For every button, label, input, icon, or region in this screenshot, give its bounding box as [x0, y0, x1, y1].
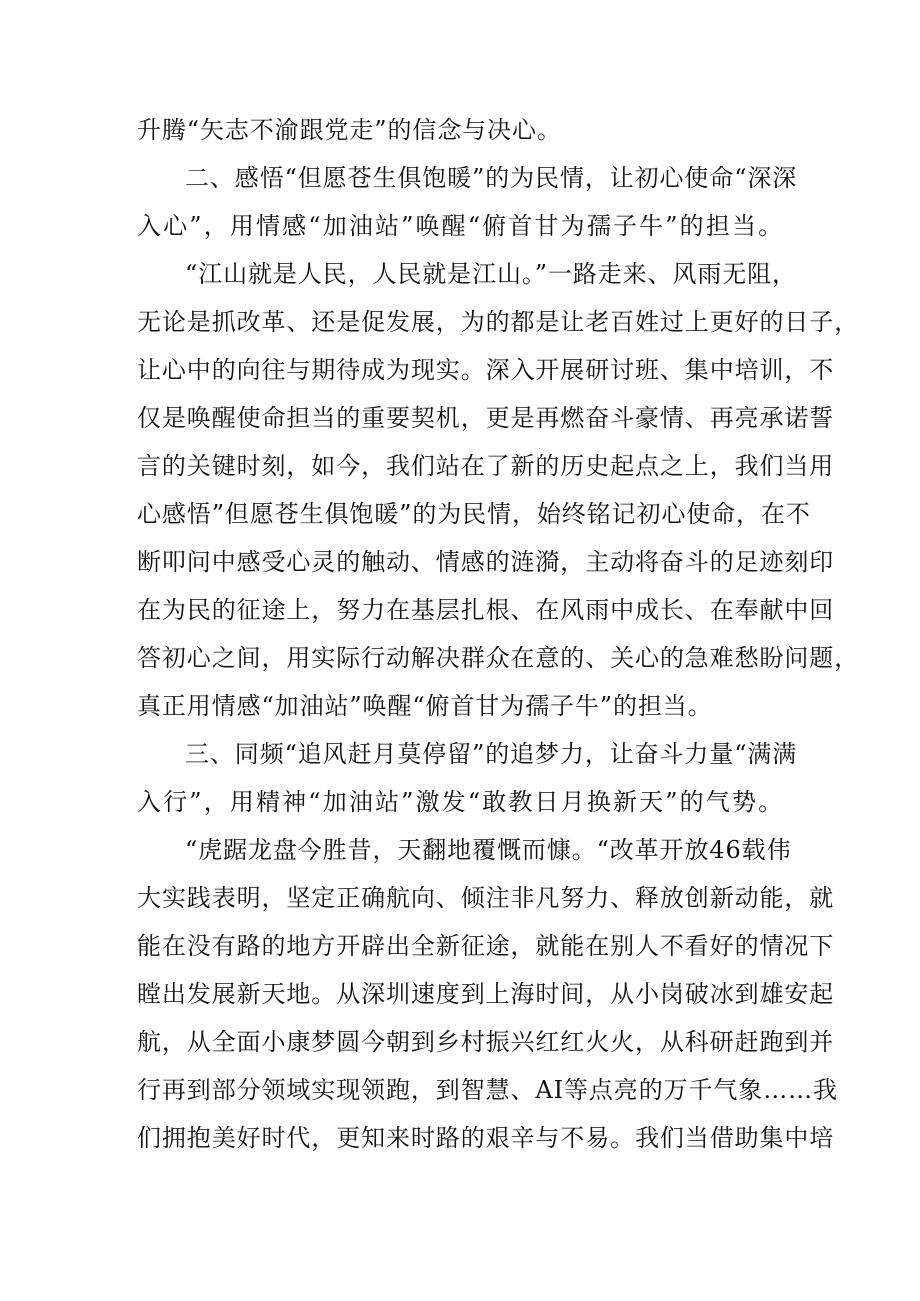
text-line-14: 三、同频“追风赶月莫停留”的追梦力，让奋斗力量“满满 — [185, 740, 798, 768]
text-line-1: 升腾“矢志不渝跟党走”的信念与决心。 — [137, 116, 562, 144]
text-line-5: 无论是抓改革、还是促发展，为的都是让老百姓过上更好的日子， — [137, 308, 860, 336]
text-line-2: 二、感悟“但愿苍生俱饱暖”的为民情，让初心使命“深深 — [185, 164, 798, 192]
text-line-17: 大实践表明，坚定正确航向、倾注非凡努力、释放创新动能，就 — [137, 884, 835, 912]
text-line-9: 心感悟”但愿苍生俱饱暖”的为民情，始终铭记初心使命，在不 — [137, 500, 811, 528]
text-line-8: 言的关键时刻，如今，我们站在了新的历史起点之上，我们当用 — [137, 452, 835, 480]
text-line-11: 在为民的征途上，努力在基层扎根、在风雨中成长、在奉献中回 — [137, 596, 835, 624]
text-line-15: 入行”，用精神“加油站”激发“敢教日月换新天”的气势。 — [137, 788, 783, 816]
text-line-22: 们拥抱美好时代，更知来时路的艰辛与不易。我们当借助集中培 — [137, 1124, 835, 1152]
text-line-6: 让心中的向往与期待成为现实。深入开展研讨班、集中培训，不 — [137, 356, 835, 384]
text-line-19: 瞠出发展新天地。从深圳速度到上海时间，从小岗破冰到雄安起 — [137, 980, 835, 1008]
text-line-21: 行再到部分领域实现领跑，到智慧、AI等点亮的万千气象……我 — [137, 1076, 838, 1104]
text-line-20: 航，从全面小康梦圆今朝到乡村振兴红红火火，从科研赶跑到并 — [137, 1028, 835, 1056]
text-line-7: 仅是唤醒使命担当的重要契机，更是再燃奋斗豪情、再亮承诺誓 — [137, 404, 835, 432]
text-line-16: “虎踞龙盘今胜昔，天翻地覆慨而慷。“改革开放46载伟 — [185, 836, 792, 864]
text-line-3: 入心”，用情感“加油站”唤醒“俯首甘为孺子牛”的担当。 — [137, 212, 783, 240]
text-line-13: 真正用情感“加油站”唤醒“俯首甘为孺子牛”的担当。 — [137, 692, 713, 720]
text-line-12: 答初心之间，用实际行动解决群众在意的、关心的急难愁盼问题， — [137, 644, 860, 672]
text-line-18: 能在没有路的地方开辟出全新征途，就能在别人不看好的情况下 — [137, 932, 835, 960]
text-line-4: “江山就是人民，人民就是江山。”一路走来、风雨无阻， — [185, 260, 797, 288]
text-line-10: 断叩问中感受心灵的触动、情感的涟漪，主动将奋斗的足迹刻印 — [137, 548, 835, 576]
